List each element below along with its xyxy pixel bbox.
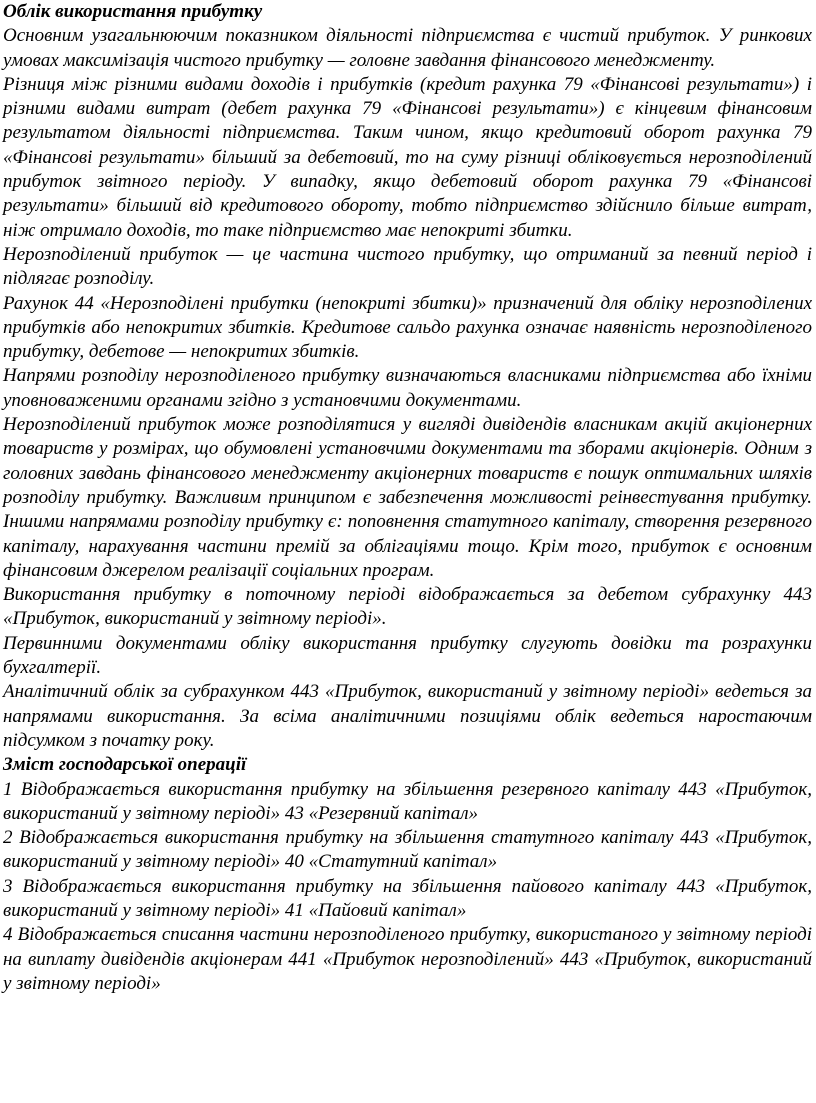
operation-item: 3 Відображається використання прибутку на збільшення пайового капіталу 443 «Прибуток, використаний у звітному періоді» 41 «Пайовий капітал»: [3, 875, 812, 921]
section-heading-operations: Зміст господарської операції: [3, 754, 247, 776]
operation-item: 4 Відображається списання частини нерозподіленого прибутку, використаного у звітному періоді на виплату дивідендів акціонерам 441 «Прибуток нерозподілений» 443 «Прибуток, використаний у звітному періоді»: [3, 924, 812, 994]
document-title: Облік використання прибутку: [3, 1, 263, 22]
paragraph-primary-documents: Первинними документами обліку використання прибутку слугують довідки та розрахунки бухгалтерії.: [3, 632, 812, 679]
paragraph-retained-earnings-definition: Нерозподілений прибуток — це частина чистого прибутку, що отриманий за певний період і підлягає розподілу.: [3, 243, 812, 290]
paragraph-dividends: Нерозподілений прибуток може розподілятися у вигляді дивідендів власникам акцій акціонерних товариств у розмірах, що обумовлені установчими документами та зборами акціонерів. Одним з головних завдань фінансового менеджменту акціонерних товариств є пошук оптимальних шляхів розподілу прибутку. Важливим принципом є забезпечення можливості реінвестування прибутку. Іншими напрямами розподілу прибутку є: поповнення статутного капіталу, створення резервного капіталу, нарахування частини премій за облігаціями тощо. Крім того, прибуток є основним фінансовим джерелом реалізації соціальних програм.: [3, 414, 812, 581]
paragraph-net-profit: Основним узагальнюючим показником діяльності підприємства є чистий прибуток. У ринкових умовах максимізація чистого прибутку — головне завдання фінансового менеджменту.: [3, 25, 812, 71]
paragraph-analytical-accounting: Аналітичний облік за субрахунком 443 «Прибуток, використаний у звітному періоді» ведеться за напрямами використання. За всіма аналітичними позиціями облік ведеться наростаючим підсумком з початку року.: [3, 681, 812, 751]
paragraph-subaccount-443: Використання прибутку в поточному періоді відображається за дебетом субрахунку 443 «Прибуток, використаний у звітному періоді».: [3, 584, 812, 630]
paragraph-income-expense-difference: Різниця між різними видами доходів і прибутків (кредит рахунка 79 «Фінансові результати») і різними видами витрат (дебет рахунка 79 «Фінансові результати») є кінцевим фінансовим результатом діяльності підприємства. Таким чином, якщо кредитовий оборот рахунка 79 «Фінансові результати» більший за дебетовий, то на суму різниці обліковується нерозподілений прибуток звітного періоду. У випадку, якщо дебетовий оборот рахунка 79 «Фінансові результати» більший від кредитового обороту, тобто підприємство здійснило більше витрат, ніж отримало доходів, то таке підприємство має непокриті збитки.: [3, 73, 812, 241]
operation-item: 1 Відображається використання прибутку на збільшення резервного капіталу 443 «Прибуток, використаний у звітному періоді» 43 «Резервний капітал»: [3, 778, 812, 824]
operation-item: 2 Відображається використання прибутку на збільшення статутного капіталу 443 «Прибуток, використаний у звітному періоді» 40 «Статутний капітал»: [3, 827, 812, 873]
paragraph-distribution-directions: Напрями розподілу нерозподіленого прибутку визначаються власниками підприємства або їхніми уповноваженими органами згідно з установчими документами.: [3, 365, 812, 411]
paragraph-account-44: Рахунок 44 «Нерозподілені прибутки (непокриті збитки)» призначений для обліку нерозподілених прибутків або непокритих збитків. Кредитове сальдо рахунка означає наявність нерозподіленого прибутку, дебетове — непокритих збитків.: [3, 292, 812, 363]
